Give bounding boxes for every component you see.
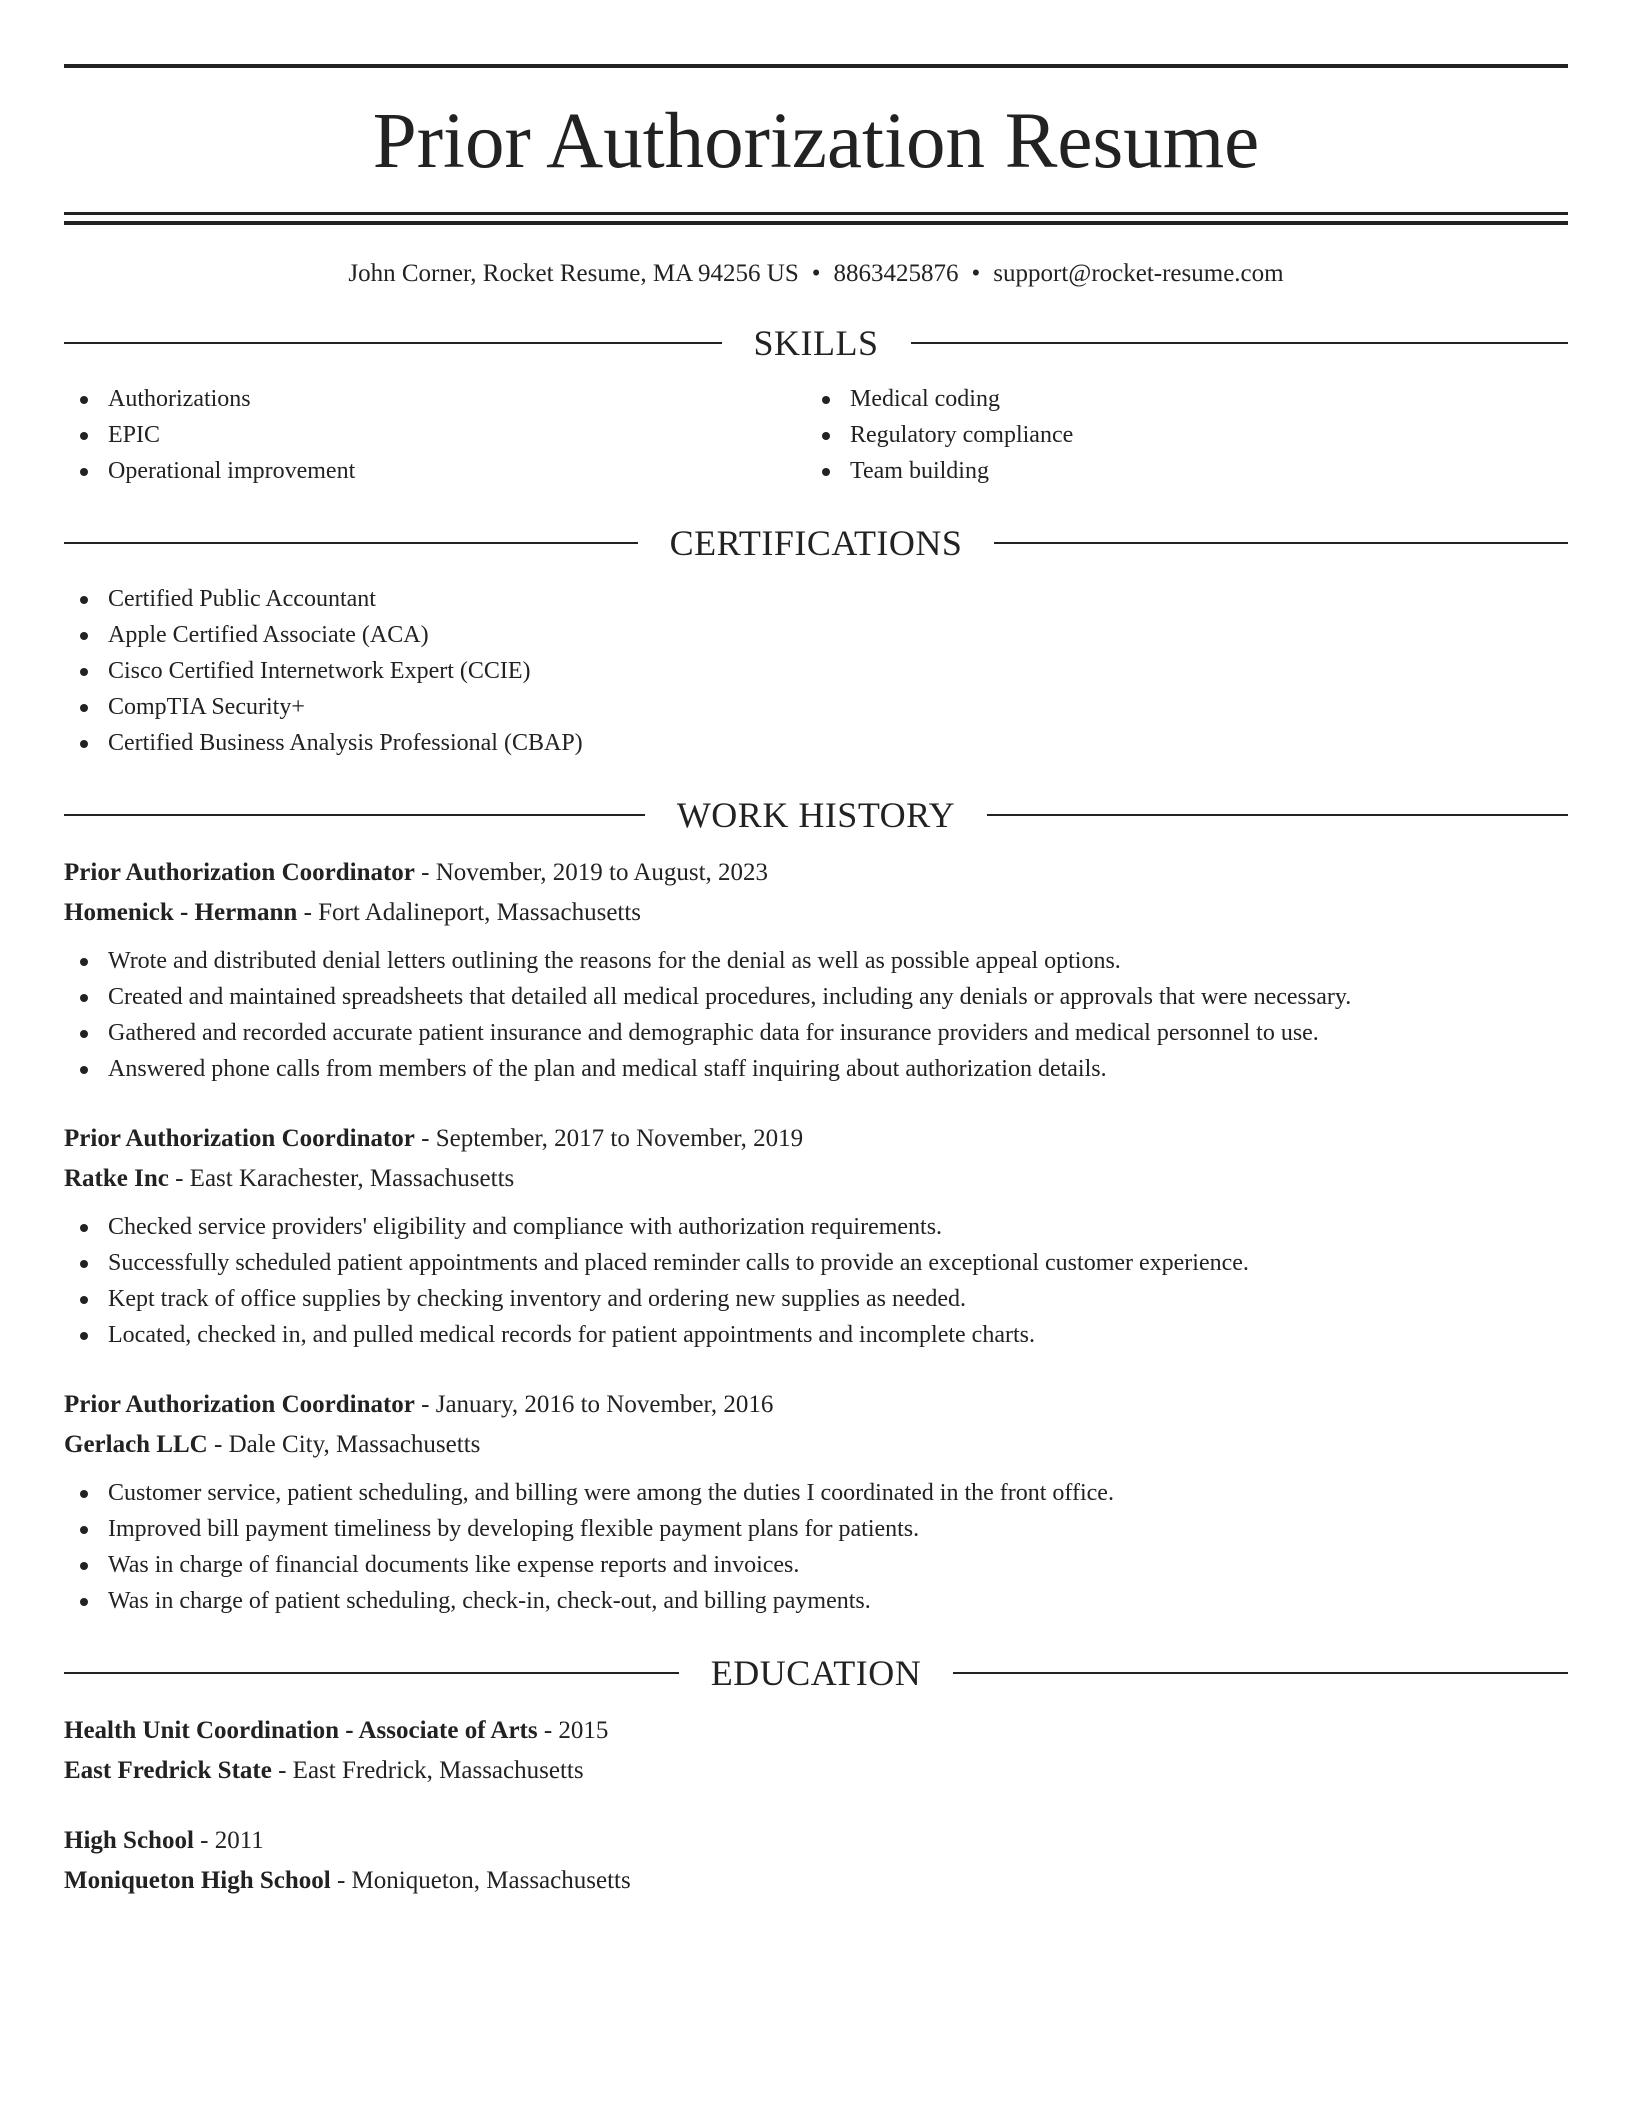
job-location: - Dale City, Massachusetts	[207, 1431, 481, 1458]
certification-item: Apple Certified Associate (ACA)	[64, 617, 1568, 653]
skill-item: Team building	[806, 453, 1548, 489]
section-title: WORK HISTORY	[676, 795, 956, 835]
contact-address: John Corner, Rocket Resume, MA 94256 US	[348, 260, 799, 287]
job-company-line	[64, 893, 1568, 933]
job-company: Ratke Inc	[64, 1165, 169, 1192]
job-duty-item: Was in charge of patient scheduling, check-in, check-out, and billing payments.	[64, 1583, 1568, 1619]
contact-separator: •	[971, 260, 981, 287]
education-degree: High School	[64, 1827, 194, 1854]
job-entry	[64, 1385, 1568, 1619]
skills-column-left	[64, 381, 806, 489]
divider-line	[64, 814, 645, 816]
work-history-list	[64, 853, 1568, 1619]
divider-line	[911, 342, 1569, 344]
job-company-line	[64, 1425, 1568, 1465]
job-duty-item: Located, checked in, and pulled medical records for patient appointments and incomplete charts.	[64, 1317, 1568, 1353]
education-entry	[64, 1711, 1568, 1791]
job-entry	[64, 853, 1568, 1087]
job-title: Prior Authorization Coordinator	[64, 859, 415, 886]
top-rule	[64, 64, 1568, 68]
job-title: Prior Authorization Coordinator	[64, 1125, 415, 1152]
certification-item: Certified Business Analysis Professional (CBAP)	[64, 725, 1568, 761]
job-duty-item: Customer service, patient scheduling, and billing were among the duties I coordinated in the front office.	[64, 1475, 1568, 1511]
education-school: East Fredrick State	[64, 1757, 272, 1784]
job-duty-item: Kept track of office supplies by checking inventory and ordering new supplies as needed.	[64, 1281, 1568, 1317]
work-history-section-heading	[64, 795, 1568, 835]
job-title-line	[64, 853, 1568, 893]
job-title: Prior Authorization Coordinator	[64, 1391, 415, 1418]
education-section-heading	[64, 1653, 1568, 1693]
education-school-line	[64, 1861, 1568, 1901]
divider-line	[64, 1672, 679, 1674]
job-duty-item: Created and maintained spreadsheets that detailed all medical procedures, including any denials or approvals that were necessary.	[64, 979, 1568, 1015]
certification-item: Certified Public Accountant	[64, 581, 1568, 617]
job-dates: - January, 2016 to November, 2016	[414, 1391, 774, 1418]
resume-page	[64, 64, 1568, 1901]
certifications-list	[64, 581, 1568, 761]
job-location: - Fort Adalineport, Massachusetts	[297, 899, 642, 926]
job-duty-item: Was in charge of financial documents like expense reports and invoices.	[64, 1547, 1568, 1583]
skills-section-heading	[64, 323, 1568, 363]
divider-line	[64, 342, 722, 344]
education-list	[64, 1711, 1568, 1901]
education-degree-line	[64, 1821, 1568, 1861]
divider-line	[994, 542, 1568, 544]
certification-item: CompTIA Security+	[64, 689, 1568, 725]
skill-item: Regulatory compliance	[806, 417, 1548, 453]
education-location: - Moniqueton, Massachusetts	[330, 1867, 631, 1894]
title-double-rule	[64, 212, 1568, 225]
education-degree: Health Unit Coordination - Associate of Arts	[64, 1717, 538, 1744]
education-year: - 2011	[193, 1827, 264, 1854]
contact-separator: •	[811, 260, 821, 287]
job-duty-item: Answered phone calls from members of the plan and medical staff inquiring about authorization details.	[64, 1051, 1568, 1087]
skills-list	[64, 381, 1568, 489]
job-duty-item: Wrote and distributed denial letters outlining the reasons for the denial as well as possible appeal options.	[64, 943, 1568, 979]
divider-line	[987, 814, 1568, 816]
education-location: - East Fredrick, Massachusetts	[271, 1757, 584, 1784]
section-title: SKILLS	[753, 323, 879, 363]
certification-item: Cisco Certified Internetwork Expert (CCIE)	[64, 653, 1568, 689]
contact-phone: 8863425876	[833, 260, 959, 287]
job-entry	[64, 1119, 1568, 1353]
contact-email: support@rocket-resume.com	[993, 260, 1284, 287]
education-year: - 2015	[537, 1717, 609, 1744]
skill-item: Operational improvement	[64, 453, 806, 489]
education-degree-line	[64, 1711, 1568, 1751]
resume-title: Prior Authorization Resume	[372, 98, 1260, 185]
job-duty-item: Gathered and recorded accurate patient insurance and demographic data for insurance providers and medical personnel to use.	[64, 1015, 1568, 1051]
job-dates: - September, 2017 to November, 2019	[414, 1125, 804, 1152]
job-company-line	[64, 1159, 1568, 1199]
job-title-line	[64, 1385, 1568, 1425]
contact-line	[64, 259, 1568, 289]
job-duties	[64, 943, 1568, 1087]
job-duties	[64, 1209, 1568, 1353]
section-title: EDUCATION	[710, 1653, 922, 1693]
job-company: Gerlach LLC	[64, 1431, 208, 1458]
certifications-section-heading	[64, 523, 1568, 563]
education-school: Moniqueton High School	[64, 1867, 331, 1894]
job-duty-item: Checked service providers' eligibility and compliance with authorization requirements.	[64, 1209, 1568, 1245]
divider-line	[953, 1672, 1568, 1674]
divider-line	[64, 542, 638, 544]
job-duty-item: Improved bill payment timeliness by developing flexible payment plans for patients.	[64, 1511, 1568, 1547]
job-location: - East Karachester, Massachusetts	[168, 1165, 515, 1192]
job-duties	[64, 1475, 1568, 1619]
section-title: CERTIFICATIONS	[669, 523, 963, 563]
job-title-line	[64, 1119, 1568, 1159]
education-entry	[64, 1821, 1568, 1901]
skill-item: Authorizations	[64, 381, 806, 417]
job-duty-item: Successfully scheduled patient appointments and placed reminder calls to provide an exceptional customer experience.	[64, 1245, 1568, 1281]
skill-item: Medical coding	[806, 381, 1548, 417]
skill-item: EPIC	[64, 417, 806, 453]
job-dates: - November, 2019 to August, 2023	[414, 859, 769, 886]
job-company: Homenick - Hermann	[64, 899, 298, 926]
education-school-line	[64, 1751, 1568, 1791]
skills-column-right	[806, 381, 1548, 489]
